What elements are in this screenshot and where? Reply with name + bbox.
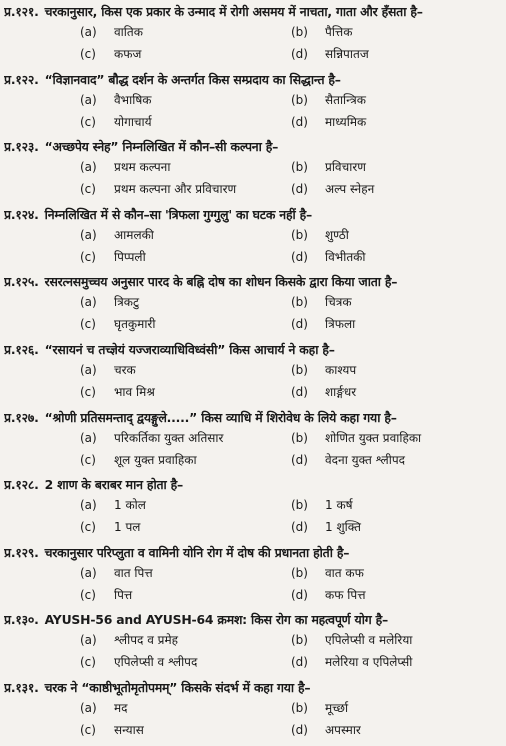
- question-block: [4, 2, 502, 70]
- option-label: (a): [80, 633, 97, 648]
- option-label: (a): [80, 362, 97, 377]
- option-label: (c): [80, 587, 96, 602]
- option-text: योगाचार्य: [114, 114, 152, 129]
- option-b: [291, 697, 502, 719]
- question-number: प्र.१२९.: [4, 544, 39, 560]
- options: [80, 359, 502, 403]
- option-label: (a): [80, 160, 97, 175]
- option-a: [80, 562, 291, 584]
- options: [80, 291, 502, 335]
- option-label: (b): [291, 700, 308, 715]
- question-text: [4, 70, 502, 89]
- option-c: [80, 246, 291, 268]
- option-c: [80, 719, 291, 741]
- option-text: वातिक: [114, 25, 143, 39]
- option-label: (d): [291, 452, 308, 467]
- options: [80, 629, 502, 673]
- option-label: (b): [291, 362, 308, 377]
- option-text: श्लीपद व प्रमेह: [114, 633, 179, 648]
- option-d: [291, 178, 502, 200]
- question-stem: चरकानुसार, किस एक प्रकार के उन्माद में रोगी असमय में नाचता, गाता और हँसता है–: [44, 4, 423, 19]
- question-stem: निम्नलिखित में से कौन–सा 'त्रिफला गुग्गुलु' का घटक नहीं है–: [44, 206, 313, 222]
- option-text: घृतकुमारी: [114, 317, 156, 332]
- options: [80, 697, 502, 741]
- option-b: [291, 89, 502, 111]
- option-c: [80, 313, 291, 335]
- option-d: [291, 651, 502, 673]
- option-d: [291, 246, 502, 268]
- option-text: वात कफ: [325, 565, 364, 580]
- option-text: माध्यमिक: [325, 114, 367, 129]
- option-label: (c): [80, 249, 96, 264]
- option-text: कफ पित्त: [325, 587, 366, 602]
- question-block: [4, 205, 502, 273]
- option-label: (b): [291, 295, 308, 310]
- options: [80, 156, 502, 200]
- question-text: [4, 475, 502, 494]
- option-text: एपिलेप्सी व मलेरिया: [325, 633, 413, 648]
- question-text: [4, 205, 502, 224]
- option-text: 1 पल: [114, 520, 141, 535]
- option-d: [291, 313, 502, 335]
- question-number: प्र.१२८.: [4, 477, 39, 493]
- question-block: [4, 543, 502, 611]
- option-text: मद: [114, 700, 128, 715]
- option-text: चित्रक: [325, 295, 352, 310]
- option-text: कफज: [114, 47, 142, 61]
- option-b: [291, 224, 502, 246]
- option-text: त्रिकटु: [114, 295, 139, 310]
- option-label: (d): [291, 384, 308, 399]
- option-label: (c): [80, 655, 96, 670]
- option-text: सन्निपातज: [325, 47, 369, 61]
- option-text: पिप्पली: [114, 249, 146, 264]
- option-label: (a): [80, 700, 97, 715]
- option-b: [291, 21, 502, 43]
- question-number: प्र.१२२.: [4, 71, 39, 87]
- option-label: (c): [80, 384, 96, 399]
- question-stem: “श्रोणी प्रतिसमन्ताद् द्वयङ्गुले.....” किस व्याधि में शिरोवेध के लिये कहा गया है–: [44, 409, 397, 425]
- question-number: प्र.१३०.: [4, 612, 39, 628]
- option-text: 1 कर्ष: [325, 498, 353, 513]
- question-text: [4, 137, 502, 156]
- option-label: (b): [291, 430, 308, 445]
- question-block: [4, 610, 502, 678]
- question-number: प्र.१२१.: [4, 4, 39, 19]
- question-block: [4, 475, 502, 543]
- option-a: [80, 291, 291, 313]
- option-label: (c): [80, 520, 96, 535]
- options: [80, 21, 502, 65]
- question-text: [4, 678, 502, 697]
- option-text: आमलकी: [114, 227, 154, 242]
- option-label: (d): [291, 249, 308, 264]
- option-label: (c): [80, 182, 96, 197]
- option-a: [80, 21, 291, 43]
- option-text: पैत्तिक: [325, 25, 353, 39]
- option-label: (c): [80, 722, 96, 737]
- option-label: (d): [291, 317, 308, 332]
- option-text: विभीतकी: [325, 249, 366, 264]
- option-text: प्रथम कल्पना और प्रविचारण: [114, 182, 237, 197]
- option-text: काश्यप: [325, 362, 357, 377]
- question-block: [4, 137, 502, 205]
- option-label: (a): [80, 92, 97, 107]
- question-number: प्र.१२३.: [4, 139, 39, 155]
- option-label: (b): [291, 160, 308, 175]
- option-b: [291, 291, 502, 313]
- options: [80, 562, 502, 606]
- question-text: [4, 408, 502, 427]
- option-b: [291, 494, 502, 516]
- option-label: (d): [291, 655, 308, 670]
- option-label: (d): [291, 47, 308, 61]
- option-text: एपिलेप्सी व श्लीपद: [114, 655, 198, 670]
- options: [80, 224, 502, 268]
- option-text: 1 शुक्ति: [325, 520, 361, 535]
- question-stem: AYUSH-56 and AYUSH-64 क्रमश: किस रोग का महत्वपूर्ण योग है–: [44, 612, 388, 628]
- option-text: त्रिफला: [325, 317, 356, 332]
- option-text: भाव मिश्र: [114, 384, 155, 399]
- question-block: [4, 70, 502, 138]
- option-label: (a): [80, 430, 97, 445]
- option-label: (d): [291, 587, 308, 602]
- options: [80, 494, 502, 538]
- option-label: (b): [291, 92, 308, 107]
- question-stem: “विज्ञानवाद” बौद्ध दर्शन के अन्तर्गत किस सम्प्रदाय का सिद्धान्त है–: [44, 71, 341, 87]
- question-number: प्र.१२६.: [4, 341, 39, 357]
- option-text: 1 कोल: [114, 498, 146, 513]
- question-block: [4, 408, 502, 476]
- option-text: परिकर्तिका युक्त अतिसार: [114, 430, 224, 445]
- option-d: [291, 719, 502, 741]
- option-label: (b): [291, 565, 308, 580]
- question-stem: रसरत्नसमुच्चय अनुसार पारद के बह्नि दोष का शोधन किसके द्वारा किया जाता है–: [44, 274, 398, 290]
- option-b: [291, 629, 502, 651]
- option-label: (b): [291, 227, 308, 242]
- question-text: [4, 543, 502, 562]
- option-label: (b): [291, 498, 308, 513]
- option-label: (b): [291, 25, 308, 39]
- option-text: अल्प स्नेहन: [325, 182, 375, 197]
- option-text: शुण्ठी: [325, 227, 349, 242]
- options: [80, 427, 502, 471]
- option-b: [291, 156, 502, 178]
- option-c: [80, 584, 291, 606]
- option-text: सन्यास: [114, 722, 144, 737]
- options: [80, 89, 502, 133]
- option-c: [80, 43, 291, 65]
- question-block: [4, 340, 502, 408]
- option-text: प्रथम कल्पना: [114, 160, 171, 175]
- option-label: (c): [80, 452, 96, 467]
- option-a: [80, 427, 291, 449]
- option-text: पित्त: [114, 587, 133, 602]
- option-label: (a): [80, 295, 97, 310]
- option-a: [80, 156, 291, 178]
- option-c: [80, 516, 291, 538]
- option-label: (a): [80, 565, 97, 580]
- option-text: शूल युक्त प्रवाहिका: [114, 452, 197, 467]
- option-text: वैभाषिक: [114, 92, 152, 107]
- option-text: सैतान्त्रिक: [325, 92, 366, 107]
- option-c: [80, 449, 291, 471]
- question-number: प्र.१३१.: [4, 679, 39, 695]
- option-label: (d): [291, 182, 308, 197]
- option-text: चरक: [114, 362, 136, 377]
- option-text: मलेरिया व एपिलेप्सी: [325, 655, 413, 670]
- question-stem: चरक ने “काष्ठीभूतोमृतोपमम्” किसके संदर्भ में कहा गया है–: [44, 679, 311, 695]
- option-d: [291, 381, 502, 403]
- option-label: (d): [291, 722, 308, 737]
- question-text: [4, 2, 502, 21]
- question-number: प्र.१२५.: [4, 274, 39, 290]
- option-a: [80, 494, 291, 516]
- option-d: [291, 516, 502, 538]
- question-text: [4, 340, 502, 359]
- question-text: [4, 610, 502, 629]
- option-d: [291, 43, 502, 65]
- option-a: [80, 89, 291, 111]
- option-text: वात पित्त: [114, 565, 153, 580]
- option-d: [291, 449, 502, 471]
- option-label: (a): [80, 498, 97, 513]
- option-a: [80, 697, 291, 719]
- option-label: (d): [291, 520, 308, 535]
- option-label: (a): [80, 227, 97, 242]
- question-block: [4, 678, 502, 746]
- question-text: [4, 272, 502, 291]
- option-text: अपस्मार: [325, 722, 361, 737]
- option-label: (d): [291, 114, 308, 129]
- question-stem: चरकानुसार परिप्लुता व वामिनी योनि रोग में दोष की प्रधानता होती है–: [44, 544, 350, 560]
- option-text: शार्ङ्गधर: [325, 384, 357, 399]
- option-text: शोणित युक्त प्रवाहिका: [325, 430, 422, 445]
- option-label: (c): [80, 47, 96, 61]
- question-stem: “रसायनं च तच्ज्ञेयं यज्जराव्याधिविध्वंसी” किस आचार्य ने कहा है–: [44, 341, 335, 357]
- option-label: (c): [80, 317, 96, 332]
- option-b: [291, 562, 502, 584]
- option-d: [291, 584, 502, 606]
- option-text: वेदना युक्त श्लीपद: [325, 452, 406, 467]
- option-text: मूर्च्छा: [325, 700, 349, 715]
- option-c: [80, 651, 291, 673]
- option-a: [80, 359, 291, 381]
- option-text: प्रविचारण: [325, 160, 366, 175]
- question-block: [4, 272, 502, 340]
- option-a: [80, 629, 291, 651]
- question-stem: “अच्छपेय स्नेह” निम्नलिखित में कौन–सी कल्पना है–: [44, 139, 279, 155]
- option-b: [291, 427, 502, 449]
- option-c: [80, 178, 291, 200]
- option-a: [80, 224, 291, 246]
- option-d: [291, 111, 502, 133]
- question-stem: 2 शाण के बराबर मान होता है–: [44, 477, 184, 493]
- option-label: (a): [80, 25, 97, 39]
- question-number: प्र.१२७.: [4, 409, 39, 425]
- question-number: प्र.१२४.: [4, 206, 39, 222]
- option-c: [80, 381, 291, 403]
- option-c: [80, 111, 291, 133]
- option-label: (b): [291, 633, 308, 648]
- option-label: (c): [80, 114, 96, 129]
- option-b: [291, 359, 502, 381]
